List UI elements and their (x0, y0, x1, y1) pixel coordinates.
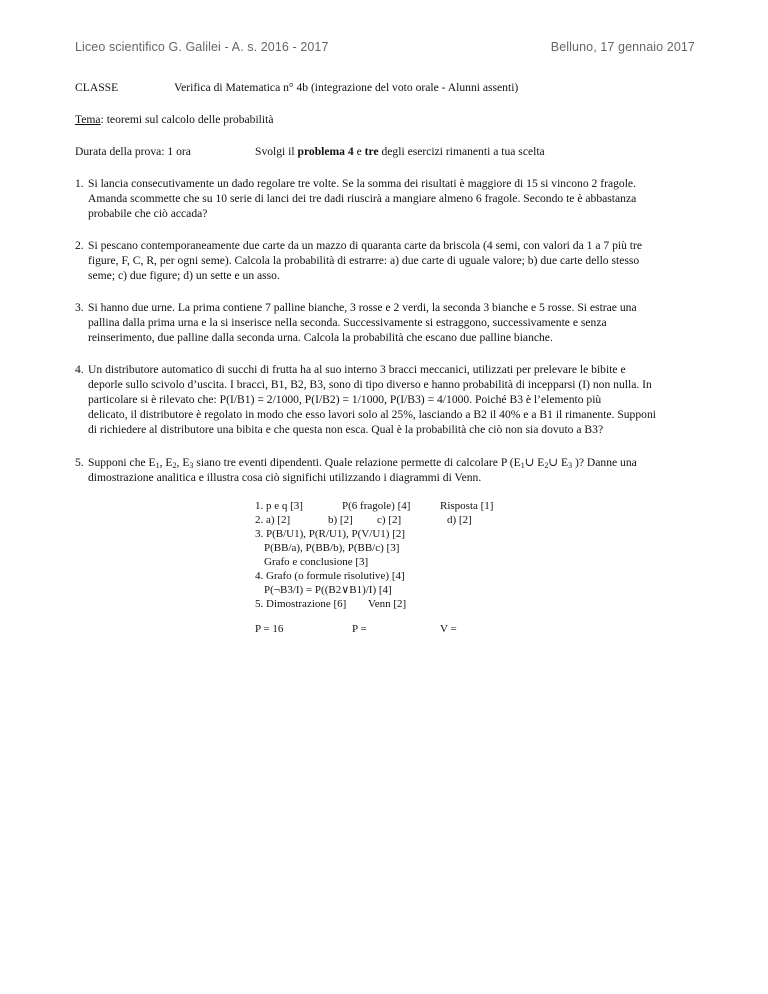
text-fragment: , E (159, 456, 173, 469)
exercise-line: Si hanno due urne. La prima contiene 7 palline bianche, 3 rosse e 2 verdi, la seconda 3 bianche e 5 rosse. Si estrae una (88, 301, 637, 314)
grading-row-4: P(BB/a), P(BB/b), P(BB/c) [3] (264, 542, 400, 554)
school-header: Liceo scientifico G. Galilei - A. s. 2016 - 2017 (75, 40, 329, 54)
grading-row-1b: P(6 fragole) [4] (342, 500, 411, 512)
exercise-line: reinserimento, due palline dalla seconda urna. Calcola la probabilità che escano due palline bianche. (88, 331, 553, 344)
instructions-problem: problema 4 (297, 145, 354, 158)
exercise-line: Amanda scommette che su 10 serie di lanci dei tre dadi riuscirà a mangiare almeno 6 fragole. Secondo te è abbastanza (88, 192, 637, 205)
score-p-blank: P = (352, 623, 367, 635)
exercise-line: seme; c) due figure; d) un sette e un asso. (88, 269, 280, 282)
text-fragment: ∪ E (548, 456, 569, 469)
instructions-post: degli esercizi rimanenti a tua scelta (378, 145, 545, 158)
text-fragment: , E (176, 456, 190, 469)
subscript: 3 (189, 461, 194, 470)
text-fragment: )? Danne una (572, 456, 637, 469)
topic-line (75, 112, 273, 127)
exercise-line: dimostrazione analitica e illustra cosa ciò significhi utilizzando i diagrammi di Venn. (88, 471, 482, 484)
grading-row-2c: c) [2] (377, 514, 402, 526)
exercise-line: delicato, il distributore è regolato in modo che esso lavori solo al 25%, lasciando a B2 il 40% e a B1 il rimanente. Supponi (88, 408, 656, 421)
grading-row-8a: 5. Dimostrazione [6] (255, 598, 347, 610)
test-title: Verifica di Matematica n° 4b (integrazione del voto orale - Alunni assenti) (174, 81, 519, 94)
subscript: 1 (155, 461, 160, 470)
exercise-line: Si pescano contemporaneamente due carte da un mazzo di quaranta carte da briscola (4 semi, con valori da 1 a 7 più tre (88, 239, 643, 252)
grading-row-2a: 2. a) [2] (255, 514, 291, 526)
subscript: 2 (544, 461, 549, 470)
instructions-pre: Svolgi il (255, 145, 298, 158)
exercise-line (88, 455, 637, 470)
topic-label: Tema (75, 113, 101, 126)
exercise-line: di richiedere al distributore una bibita e che questa non esca. Qual è la probabilità che ciò non sia dovuto a B3? (88, 423, 604, 436)
grading-row-6: 4. Grafo (o formule risolutive) [4] (255, 570, 405, 582)
subscript: 1 (520, 461, 525, 470)
exercise-number: 5. (75, 456, 84, 469)
grading-row-8b: Venn [2] (368, 598, 407, 610)
grading-row-2d: d) [2] (447, 514, 472, 526)
exercise-number: 1. (75, 177, 84, 190)
exercise-line: Si lancia consecutivamente un dado regolare tre volte. Se la somma dei risultati è maggiore di 15 si vincono 2 fragole. (88, 177, 636, 190)
exercise-line: deporle sullo scivolo d’uscita. I bracci, B1, B2, B3, sono di tipo diverso e hanno probabilità di incepparsi (I) non nulla. In (88, 378, 652, 391)
exercise-line: pallina dalla prima urna e la si inserisce nella seconda. Successivamente si estraggono, successivamente e senza (88, 316, 607, 329)
class-label: CLASSE (75, 81, 119, 94)
exercise-line: particolare si è rilevato che: P(I/B1) = 2/1000, P(I/B2) = 1/1000, P(I/B3) = 4/1000. Poiché B3 è l’elemento più (88, 393, 602, 406)
exercise-line: Un distributore automatico di succhi di frutta ha al suo interno 3 bracci meccanici, utilizzati per prelevare le bibite e (88, 363, 626, 376)
exercise-line: figure, F, C, R, per ogni seme). Calcola la probabilità di estrarre: a) due carte di uguale valore; b) due carte dello stesso (88, 254, 640, 267)
grading-row-5: Grafo e conclusione [3] (264, 556, 369, 568)
exercise-number: 3. (75, 301, 84, 314)
instructions (255, 144, 545, 159)
instructions-mid: e (353, 145, 365, 158)
exercise-line: probabile che ciò accada? (88, 207, 208, 220)
grading-row-1a: 1. p e q [3] (255, 500, 303, 512)
date-header: Belluno, 17 gennaio 2017 (550, 40, 695, 54)
text-fragment: ∪ E (524, 456, 545, 469)
text-fragment: Supponi che E (88, 456, 156, 469)
topic-text: : teoremi sul calcolo delle probabilità (100, 113, 274, 126)
subscript: 2 (172, 461, 177, 470)
grading-row-3: 3. P(B/U1), P(R/U1), P(V/U1) [2] (255, 528, 406, 540)
subscript: 3 (568, 461, 573, 470)
exercise-number: 2. (75, 239, 84, 252)
grading-row-7: P(¬B3/I) = P((B2∨B1)/I) [4] (264, 584, 392, 596)
instructions-count: tre (364, 145, 379, 158)
grading-row-2b: b) [2] (328, 514, 353, 526)
exercise-number: 4. (75, 363, 84, 376)
text-fragment: siano tre eventi dipendenti. Quale relazione permette di calcolare P (E (193, 456, 521, 469)
grading-row-1c: Risposta [1] (440, 500, 494, 512)
duration-text: Durata della prova: 1 ora (75, 145, 191, 158)
score-v: V = (440, 623, 457, 635)
score-p: P = 16 (255, 623, 284, 635)
